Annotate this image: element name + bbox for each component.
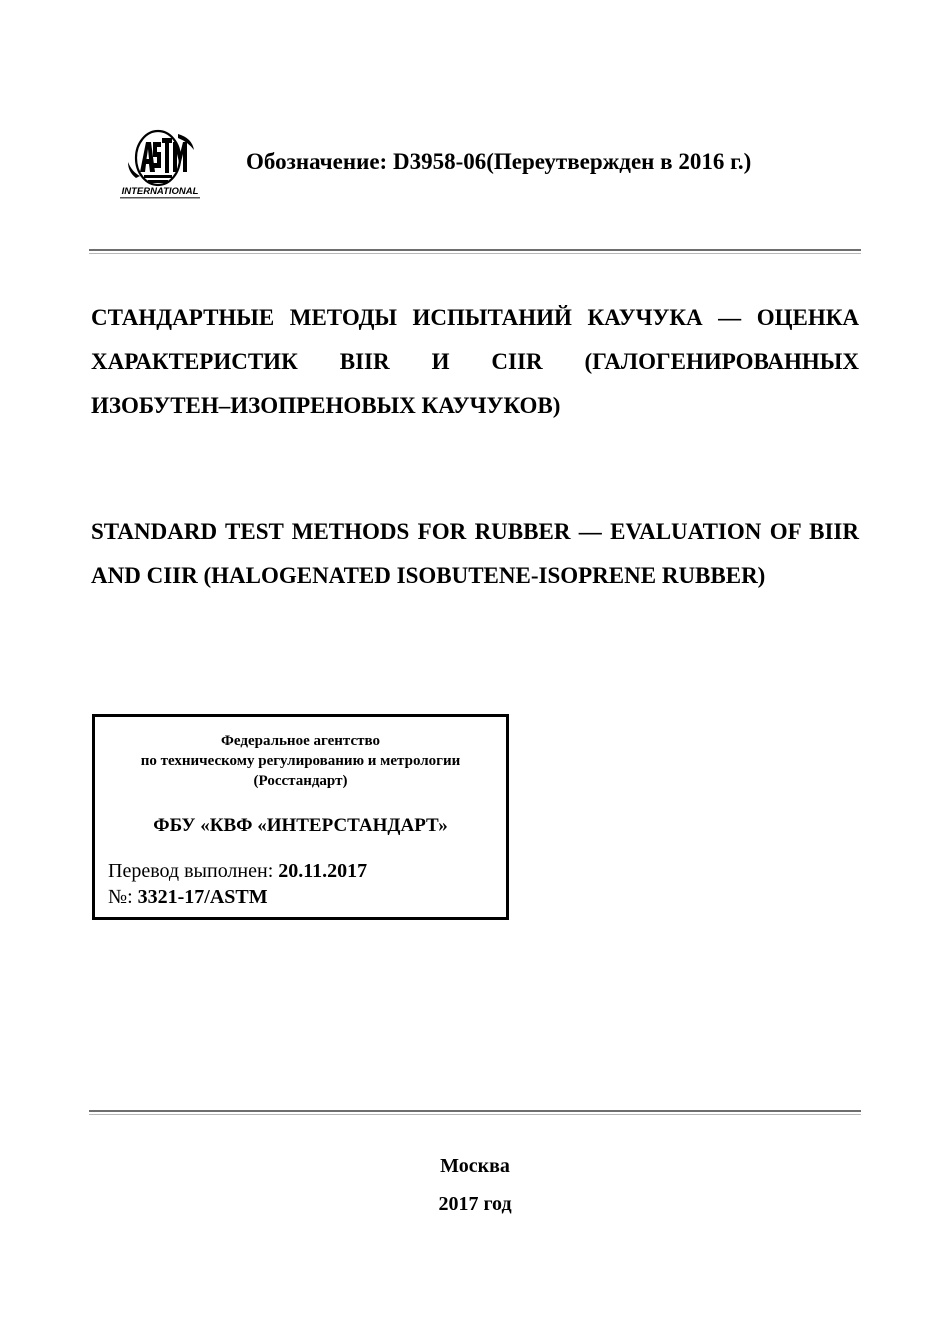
stamp-agency-line: (Росстандарт)	[253, 773, 348, 789]
translation-stamp	[92, 714, 509, 920]
stamp-agency-line: Федеральное агентство	[221, 733, 380, 749]
stamp-date-value: 20.11.2017	[278, 860, 368, 882]
footer-city: Москва	[440, 1155, 510, 1177]
astm-logo-icon	[118, 128, 202, 202]
stamp-organization: ФБУ «КВФ «ИНТЕРСТАНДАРТ»	[153, 815, 448, 836]
stamp-agency-line: по техническому регулированию и метрологии	[140, 753, 461, 769]
stamp-translation-number	[108, 884, 268, 910]
astm-logo	[118, 128, 202, 202]
title-russian: СТАНДАРТНЫЕ МЕТОДЫ ИСПЫТАНИЙ КАУЧУКА — ОЦЕНКА ХАРАКТЕРИСТИК BIIR И CIIR (ГАЛОГЕНИРОВАННЫХ ИЗОБУТЕН–ИЗОПРЕНОВЫХ КАУЧУКОВ)	[91, 305, 859, 418]
document-designation: Обозначение: D3958-06(Переутвержден в 2016 г.)	[246, 149, 752, 174]
logo-text: INTERNATIONAL	[121, 186, 199, 197]
title-english: STANDARD TEST METHODS FOR RUBBER — EVALUATION OF BIIR AND CIIR (HALOGENATED ISOBUTENE-ISOPRENE RUBBER)	[91, 519, 859, 588]
footer-year: 2017 год	[438, 1193, 512, 1215]
stamp-translation-date	[108, 858, 367, 884]
stamp-agency	[95, 731, 506, 791]
stamp-date-label: Перевод выполнен:	[108, 860, 279, 882]
top-divider	[89, 249, 861, 251]
stamp-number-label: №:	[108, 886, 138, 908]
bottom-divider	[89, 1110, 861, 1112]
stamp-number-value: 3321-17/ASTM	[137, 886, 268, 908]
